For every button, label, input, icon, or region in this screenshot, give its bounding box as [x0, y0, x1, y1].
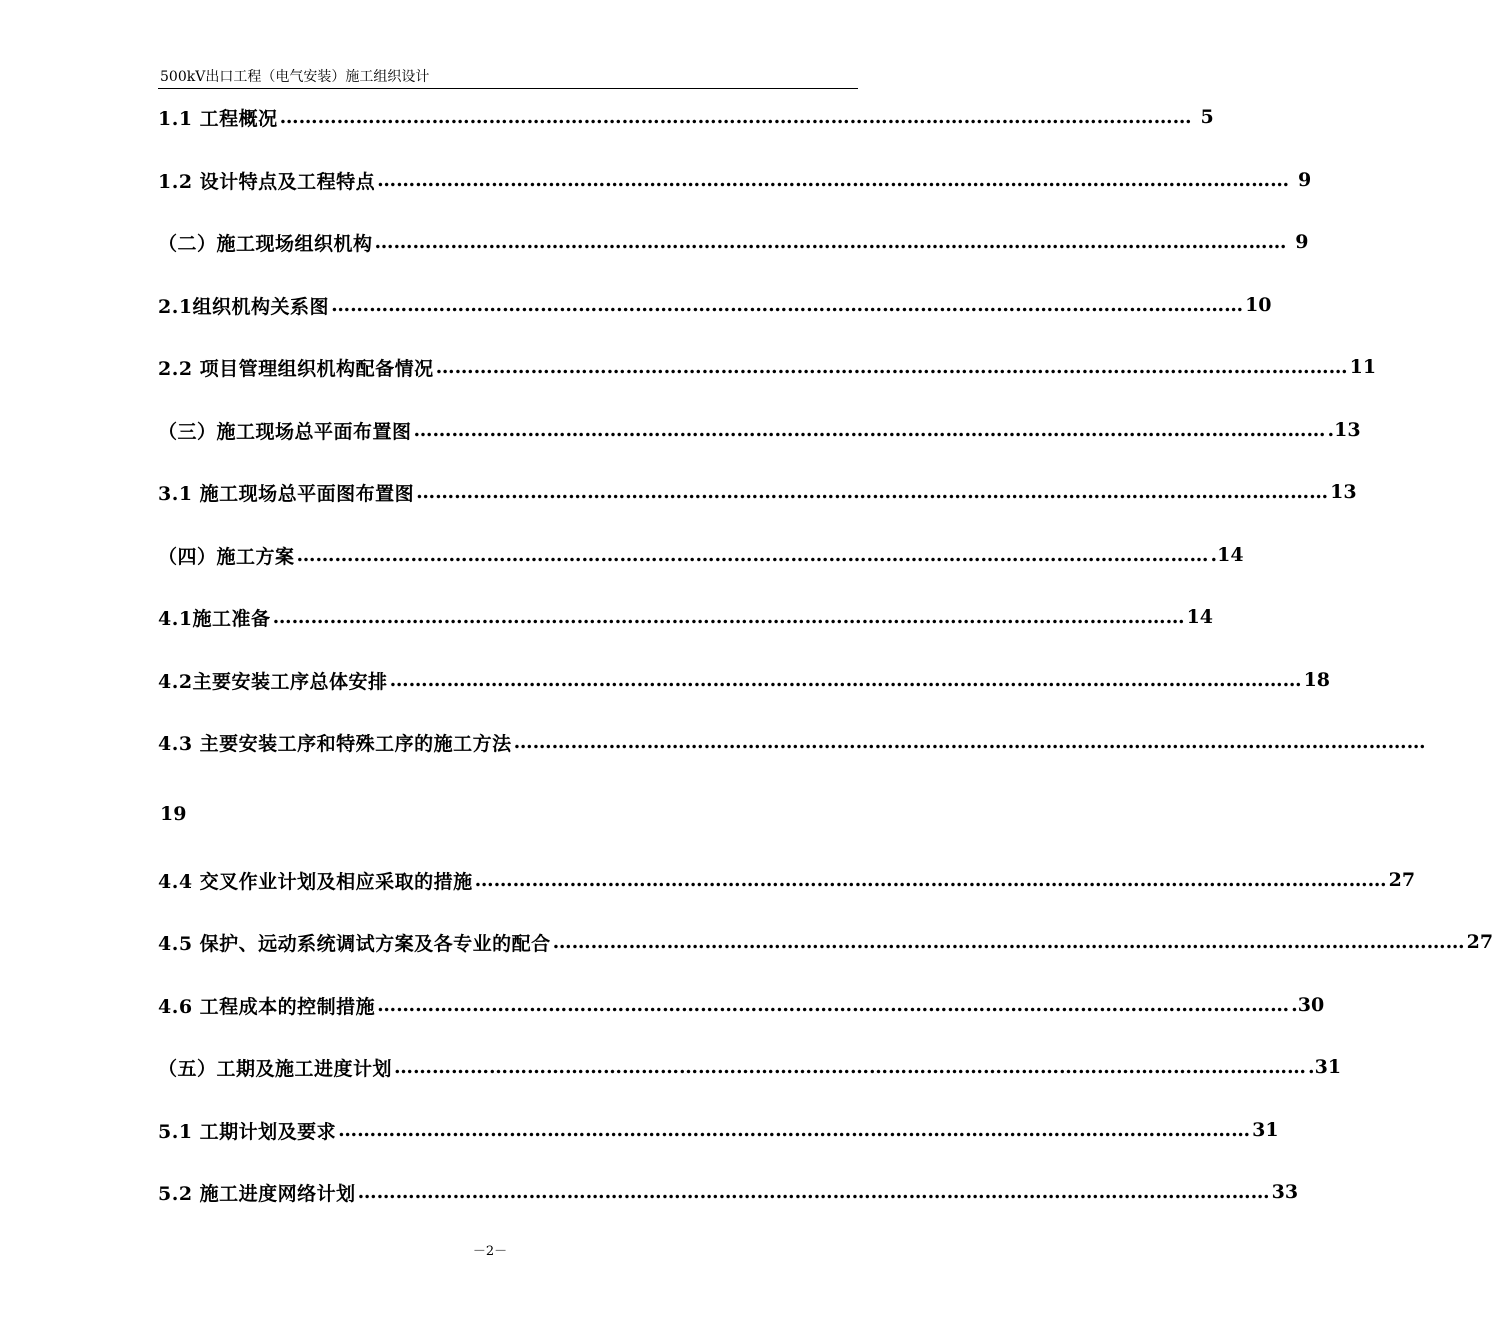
toc-entry-page: 18 — [1303, 669, 1331, 691]
toc-entry[interactable] — [158, 927, 1493, 957]
toc-entry-title: 5.2 施工进度网络计划 — [158, 1182, 356, 1205]
toc-entry-page: 9 — [1297, 169, 1312, 191]
toc-entry-page: 33 — [1271, 1181, 1299, 1203]
toc-entry-title: 1.1 工程概况 — [158, 107, 278, 130]
toc-entry-title: 1.2 设计特点及工程特点 — [158, 170, 376, 193]
toc-entry-page: .30 — [1291, 994, 1325, 1016]
toc-entry-page: 10 — [1245, 294, 1272, 316]
page-number: －2－ — [472, 1244, 508, 1259]
toc-entry[interactable] — [158, 352, 1377, 382]
toc-leader: ……………………………………………………………………………………………………………………………… — [374, 231, 1287, 253]
toc-entry[interactable] — [158, 990, 1325, 1020]
toc-entry-title: 4.4 交叉作业计划及相应采取的措施 — [158, 870, 473, 893]
toc-leader: ……………………………………………………………………………………………………………………………… — [377, 994, 1290, 1016]
toc-entry-page: 13 — [1330, 481, 1357, 503]
toc-leader: ……………………………………………………………………………………………………………………………… — [389, 669, 1302, 691]
toc-leader: ……………………………………………………………………………………………………………………………… — [474, 869, 1387, 891]
toc-entry-title: 2.2 项目管理组织机构配备情况 — [158, 357, 434, 380]
toc-leader: ……………………………………………………………………………………………………………………………… — [272, 606, 1185, 628]
toc-entry-page: .31 — [1308, 1056, 1342, 1078]
toc-entry-page: 27 — [1388, 869, 1416, 891]
toc-entry-title: 5.1 工期计划及要求 — [158, 1120, 337, 1143]
toc-leader: ……………………………………………………………………………………………………………………………… — [413, 419, 1326, 441]
toc-entry-title: （五）工期及施工进度计划 — [158, 1057, 393, 1080]
toc-entry-title: 3.1 施工现场总平面图布置图 — [158, 482, 415, 505]
toc-entry-title: 4.3 主要安装工序和特殊工序的施工方法 — [158, 732, 512, 755]
toc-entry[interactable] — [158, 102, 1214, 132]
toc-entry[interactable] — [158, 865, 1416, 895]
toc-leader: ……………………………………………………………………………………………………………………………… — [394, 1056, 1307, 1078]
toc-leader: ……………………………………………………………………………………………………………………………… — [416, 481, 1329, 503]
toc-entry-title: 4.5 保护、远动系统调试方案及各专业的配合 — [158, 932, 551, 955]
toc-leader: ……………………………………………………………………………………………………………………………… — [513, 731, 1426, 753]
toc-leader: ……………………………………………………………………………………………………………………………… — [552, 931, 1465, 953]
document-header: 500kV出口工程（电气安装）施工组织设计 — [160, 69, 430, 85]
toc-entry-page: 14 — [1186, 606, 1214, 628]
toc-entry-page: 31 — [1252, 1119, 1279, 1141]
toc-leader: ……………………………………………………………………………………………………………………………… — [296, 544, 1209, 566]
toc-entry[interactable] — [158, 540, 1244, 570]
toc-entry[interactable] — [158, 665, 1331, 695]
toc-entry[interactable] — [158, 1115, 1279, 1145]
toc-leader: ……………………………………………………………………………………………………………………………… — [435, 356, 1348, 378]
toc-entry[interactable] — [158, 477, 1357, 507]
toc-entry-title: 4.1施工准备 — [158, 607, 271, 630]
toc-entry[interactable] — [158, 415, 1361, 445]
toc-entry-page: 27 — [1466, 931, 1493, 953]
toc-leader: ……………………………………………………………………………………………………………………………… — [377, 169, 1290, 191]
toc-entry-title: （四）施工方案 — [158, 545, 295, 568]
toc-entry[interactable] — [158, 227, 1309, 257]
toc-entry-title: 2.1组织机构关系图 — [158, 295, 330, 318]
toc-leader: ……………………………………………………………………………………………………………………………… — [338, 1119, 1251, 1141]
toc-entry-title: （三）施工现场总平面布置图 — [158, 420, 412, 443]
toc-entry[interactable] — [158, 290, 1272, 320]
toc-entry[interactable] — [158, 165, 1312, 195]
toc-entry[interactable] — [158, 1052, 1342, 1082]
toc-wrapped-page-number: 19 — [160, 803, 187, 825]
toc-entry-title: 4.6 工程成本的控制措施 — [158, 995, 376, 1018]
toc-entry-page: 11 — [1349, 356, 1377, 378]
toc-leader: ……………………………………………………………………………………………………………………………… — [357, 1181, 1270, 1203]
toc-entry[interactable] — [158, 602, 1214, 632]
toc-entry-page: .13 — [1327, 419, 1361, 441]
toc-entry[interactable] — [158, 1177, 1299, 1207]
toc-entry-title: （二）施工现场组织机构 — [158, 232, 373, 255]
toc-leader: ……………………………………………………………………………………………………………………………… — [331, 294, 1244, 316]
toc-leader: ……………………………………………………………………………………………………………………………… — [279, 106, 1192, 128]
toc-entry-title: 4.2主要安装工序总体安排 — [158, 670, 388, 693]
toc-entry-page: .14 — [1210, 544, 1244, 566]
toc-entry-page: 5 — [1200, 106, 1214, 128]
toc-entry[interactable] — [158, 727, 1426, 757]
toc-entry-page: 9 — [1295, 231, 1309, 253]
header-rule — [158, 88, 858, 89]
